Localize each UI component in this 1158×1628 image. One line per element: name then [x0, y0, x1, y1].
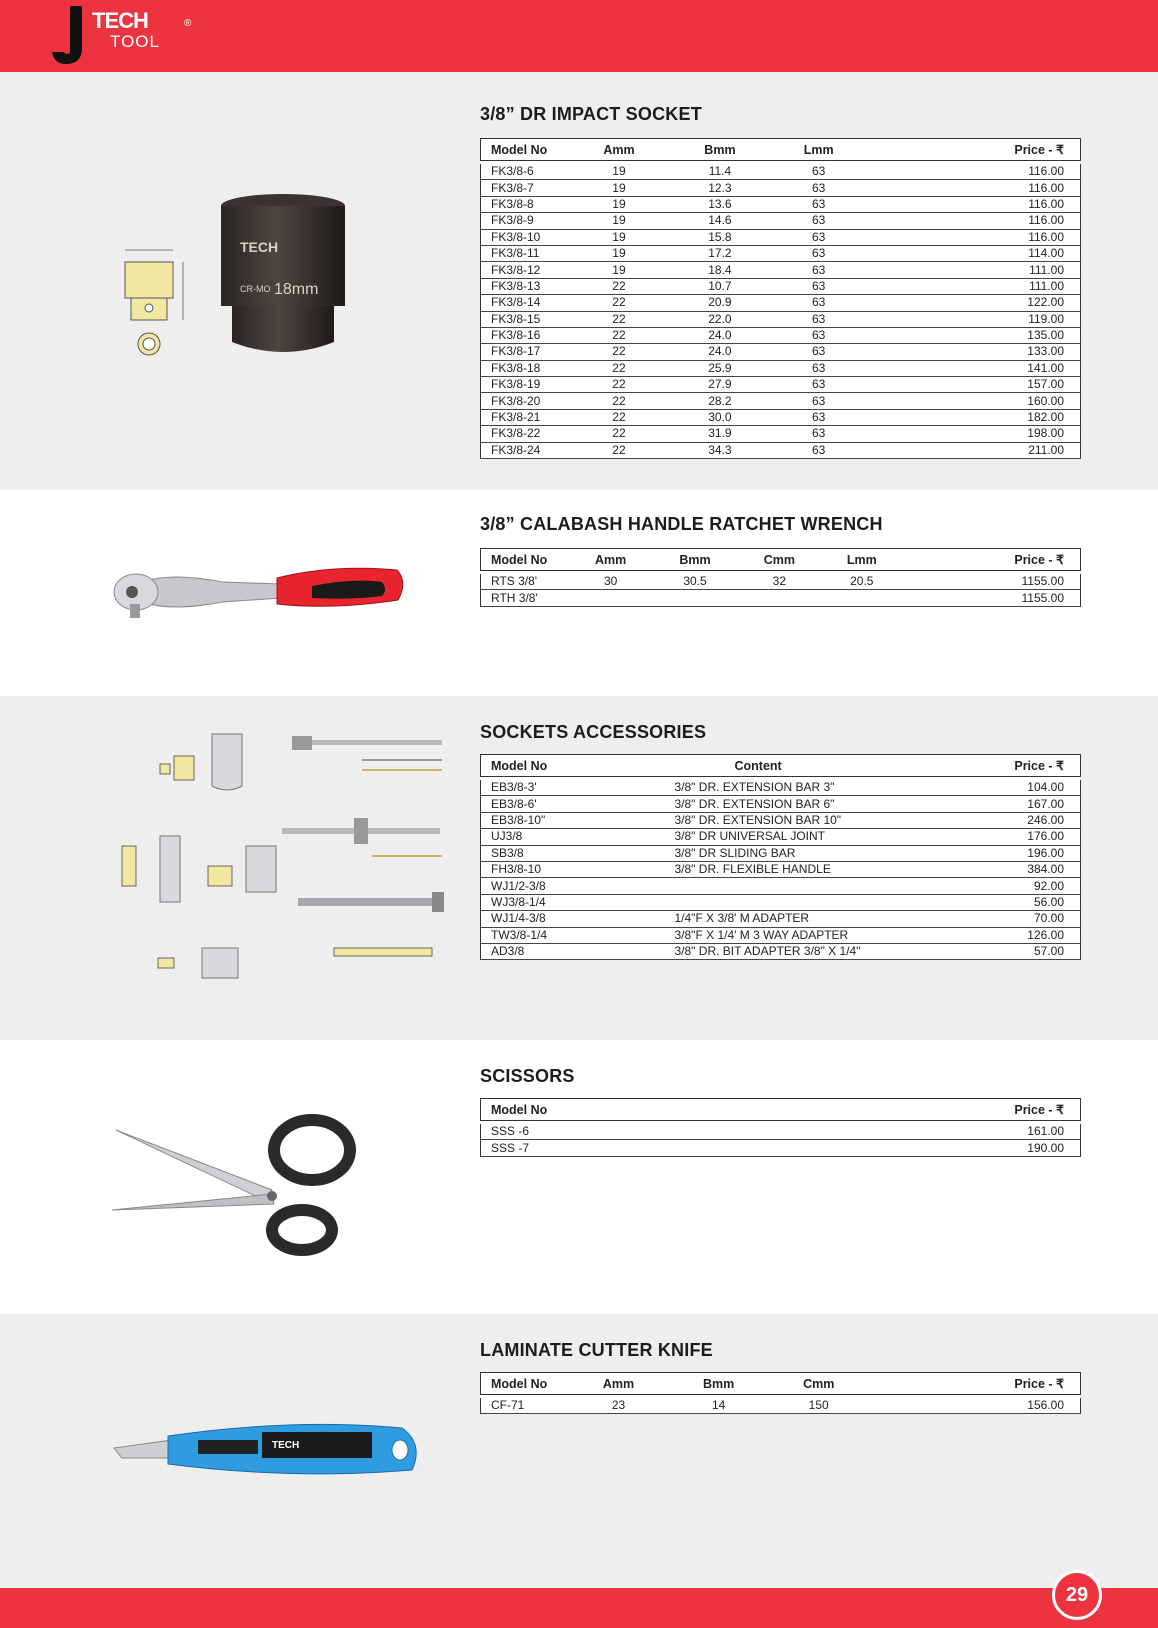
col-header: Model No — [481, 1099, 782, 1121]
table-cell: 22 — [569, 442, 670, 458]
table-cell: 19 — [569, 164, 670, 180]
table-cell: 14.6 — [669, 213, 770, 229]
table-row — [481, 796, 1081, 812]
table-cell: 20.9 — [669, 295, 770, 311]
table-row — [481, 426, 1081, 442]
table-cell: 3/8" DR SLIDING BAR — [675, 845, 974, 861]
col-header: Bmm — [669, 139, 770, 161]
table-cell: 20.5 — [821, 574, 902, 590]
ratchet-table — [480, 548, 1081, 607]
table-cell: 19 — [569, 213, 670, 229]
table-cell: 196.00 — [974, 845, 1081, 861]
table-cell: 63 — [770, 295, 866, 311]
table-body — [481, 571, 1081, 607]
table-cell: 63 — [770, 311, 866, 327]
col-header: Content — [675, 755, 974, 777]
table-cell: 19 — [569, 262, 670, 278]
table-cell: 63 — [770, 164, 866, 180]
table-cell: 114.00 — [867, 245, 1081, 261]
table-cell: 18.4 — [669, 262, 770, 278]
table-cell: 70.00 — [974, 911, 1081, 927]
table-cell: FK3/8-10 — [481, 229, 569, 245]
knife-brand-text: TECH — [272, 1440, 300, 1451]
table-cell: FK3/8-22 — [481, 426, 569, 442]
accessories-image — [112, 726, 457, 986]
table-row — [481, 1398, 1081, 1414]
table-cell: FK3/8-15 — [481, 311, 569, 327]
table-cell: 19 — [569, 245, 670, 261]
table-row — [481, 245, 1081, 261]
table-cell: FK3/8-9 — [481, 213, 569, 229]
table-cell: WJ1/4-3/8 — [481, 911, 675, 927]
table-cell: 30.0 — [669, 409, 770, 425]
table-row — [481, 393, 1081, 409]
table-cell: 161.00 — [782, 1124, 1081, 1140]
table-cell: FK3/8-13 — [481, 278, 569, 294]
table-cell: 1155.00 — [902, 590, 1080, 606]
table-cell: 34.3 — [669, 442, 770, 458]
col-header: Price - ₹ — [902, 549, 1080, 571]
table-row — [481, 590, 1081, 606]
col-header: Price - ₹ — [869, 1373, 1081, 1395]
table-cell: CF-71 — [481, 1398, 569, 1414]
table-cell: 22 — [569, 295, 670, 311]
table-cell: 211.00 — [867, 442, 1081, 458]
col-header: Bmm — [669, 1373, 769, 1395]
table-cell: 22 — [569, 409, 670, 425]
table-cell: 63 — [770, 245, 866, 261]
table-cell: 63 — [770, 393, 866, 409]
section-scissors — [0, 1040, 1158, 1314]
table-cell: AD3/8 — [481, 943, 675, 959]
brand-logo — [52, 6, 212, 66]
table-row — [481, 911, 1081, 927]
table-cell: 19 — [569, 229, 670, 245]
table-cell: 22 — [569, 377, 670, 393]
table-cell: TW3/8-1/4 — [481, 927, 675, 943]
table-cell: 14 — [669, 1398, 769, 1414]
table-cell: 24.0 — [669, 344, 770, 360]
table-row — [481, 878, 1081, 894]
table-cell: FK3/8-8 — [481, 196, 569, 212]
header-bar — [0, 0, 1158, 72]
col-header: Amm — [569, 1373, 669, 1395]
table-cell: 30 — [569, 574, 653, 590]
table-cell: 63 — [770, 213, 866, 229]
table-cell: WJ1/2-3/8 — [481, 878, 675, 894]
table-cell: FK3/8-18 — [481, 360, 569, 376]
table-cell: 167.00 — [974, 796, 1081, 812]
table-cell: 63 — [770, 426, 866, 442]
table-row — [481, 861, 1081, 877]
table-cell: 3/8" DR. FLEXIBLE HANDLE — [675, 861, 974, 877]
table-cell: FK3/8-17 — [481, 344, 569, 360]
col-header: Lmm — [770, 139, 866, 161]
table-row — [481, 278, 1081, 294]
section-impact-socket — [0, 72, 1158, 490]
table-cell: 63 — [770, 180, 866, 196]
table-cell: SB3/8 — [481, 845, 675, 861]
socket-size-text: 18mm — [274, 281, 319, 298]
table-row — [481, 311, 1081, 327]
table-cell: 1/4"F X 3/8' M ADAPTER — [675, 911, 974, 927]
socket-brand-text: TECH — [240, 239, 279, 255]
table-body — [481, 777, 1081, 960]
table-cell: 28.2 — [669, 393, 770, 409]
cutter-table — [480, 1372, 1081, 1414]
table-cell: EB3/8-6' — [481, 796, 675, 812]
table-cell: 31.9 — [669, 426, 770, 442]
table-cell: 135.00 — [867, 327, 1081, 343]
table-body — [481, 1121, 1081, 1157]
table-cell: FK3/8-20 — [481, 393, 569, 409]
table-row — [481, 812, 1081, 828]
table-cell — [821, 590, 902, 606]
table-cell: WJ3/8-1/4 — [481, 894, 675, 910]
table-cell: 27.9 — [669, 377, 770, 393]
table-cell: FK3/8-21 — [481, 409, 569, 425]
table-cell: 119.00 — [867, 311, 1081, 327]
table-cell: 15.8 — [669, 229, 770, 245]
table-cell: FK3/8-24 — [481, 442, 569, 458]
section-laminate-cutter — [0, 1314, 1158, 1588]
table-cell: 3/8" DR. EXTENSION BAR 10" — [675, 812, 974, 828]
table-row — [481, 360, 1081, 376]
table-cell: 3/8" DR. EXTENSION BAR 6" — [675, 796, 974, 812]
table-cell: FK3/8-11 — [481, 245, 569, 261]
table-cell: 104.00 — [974, 780, 1081, 796]
table-cell: 141.00 — [867, 360, 1081, 376]
table-cell: 22 — [569, 311, 670, 327]
logo-tech-text: TECH — [92, 8, 148, 33]
col-header: Model No — [481, 755, 675, 777]
table-cell: FK3/8-19 — [481, 377, 569, 393]
col-header: Price - ₹ — [867, 139, 1081, 161]
table-row — [481, 344, 1081, 360]
table-row — [481, 845, 1081, 861]
table-cell: 12.3 — [669, 180, 770, 196]
table-cell: 126.00 — [974, 927, 1081, 943]
section-title: 3/8” DR IMPACT SOCKET — [480, 104, 702, 124]
table-cell: 111.00 — [867, 278, 1081, 294]
table-cell: 1155.00 — [902, 574, 1080, 590]
page-number-badge: 29 — [1052, 1570, 1102, 1620]
table-cell: FK3/8-7 — [481, 180, 569, 196]
col-header: Model No — [481, 139, 569, 161]
table-row — [481, 327, 1081, 343]
table-cell: 133.00 — [867, 344, 1081, 360]
table-cell: 92.00 — [974, 878, 1081, 894]
table-row — [481, 196, 1081, 212]
table-cell: 22 — [569, 360, 670, 376]
table-cell: 63 — [770, 327, 866, 343]
table-row — [481, 442, 1081, 458]
table-cell: 190.00 — [782, 1140, 1081, 1156]
table-cell: 150 — [769, 1398, 869, 1414]
table-row — [481, 829, 1081, 845]
table-cell: 24.0 — [669, 327, 770, 343]
table-cell: 122.00 — [867, 295, 1081, 311]
col-header: Cmm — [737, 549, 821, 571]
table-cell: 116.00 — [867, 229, 1081, 245]
table-cell: 22 — [569, 344, 670, 360]
table-row — [481, 1140, 1081, 1156]
table-cell: 63 — [770, 196, 866, 212]
table-row — [481, 409, 1081, 425]
col-header: Amm — [569, 549, 653, 571]
table-cell: 160.00 — [867, 393, 1081, 409]
table-cell: 22 — [569, 393, 670, 409]
table-cell: 182.00 — [867, 409, 1081, 425]
table-cell — [737, 590, 821, 606]
logo-registered-mark: ® — [184, 18, 192, 29]
table-cell: 198.00 — [867, 426, 1081, 442]
table-row — [481, 164, 1081, 180]
table-cell: 116.00 — [867, 164, 1081, 180]
table-cell: 3/8" DR. BIT ADAPTER 3/8" X 1/4" — [675, 943, 974, 959]
section-title: SOCKETS ACCESSORIES — [480, 722, 707, 742]
table-cell: 25.9 — [669, 360, 770, 376]
col-header: Cmm — [769, 1373, 869, 1395]
table-cell: 22 — [569, 278, 670, 294]
table-cell: 56.00 — [974, 894, 1081, 910]
table-cell: 22 — [569, 327, 670, 343]
table-body — [481, 1395, 1081, 1414]
table-cell: 63 — [770, 442, 866, 458]
impact-socket-image — [218, 192, 348, 362]
table-cell: SSS -6 — [481, 1124, 782, 1140]
laminate-cutter-image — [112, 1414, 432, 1494]
table-cell: 32 — [737, 574, 821, 590]
table-row — [481, 262, 1081, 278]
table-cell: 3/8" DR UNIVERSAL JOINT — [675, 829, 974, 845]
table-row — [481, 377, 1081, 393]
col-header: Model No — [481, 1373, 569, 1395]
table-cell — [653, 590, 737, 606]
impact-socket-table — [480, 138, 1081, 459]
table-cell: UJ3/8 — [481, 829, 675, 845]
ratchet-wrench-image — [112, 542, 412, 632]
table-cell: 63 — [770, 262, 866, 278]
table-cell: 10.7 — [669, 278, 770, 294]
table-row — [481, 213, 1081, 229]
scissors-table — [480, 1098, 1081, 1157]
table-cell: EB3/8-3' — [481, 780, 675, 796]
table-cell: 156.00 — [869, 1398, 1081, 1414]
table-cell — [675, 878, 974, 894]
table-cell: 22 — [569, 426, 670, 442]
table-cell: 63 — [770, 409, 866, 425]
table-cell: 63 — [770, 360, 866, 376]
table-cell: FK3/8-12 — [481, 262, 569, 278]
table-cell: 116.00 — [867, 213, 1081, 229]
table-cell: 3/8"F X 1/4' M 3 WAY ADAPTER — [675, 927, 974, 943]
socket-dimension-diagram — [115, 242, 195, 372]
table-cell: FK3/8-16 — [481, 327, 569, 343]
table-row — [481, 1124, 1081, 1140]
section-title: 3/8” CALABASH HANDLE RATCHET WRENCH — [480, 514, 883, 534]
table-cell: FK3/8-6 — [481, 164, 569, 180]
table-cell: EB3/8-10" — [481, 812, 675, 828]
section-title: SCISSORS — [480, 1066, 575, 1086]
table-row — [481, 229, 1081, 245]
table-cell: 157.00 — [867, 377, 1081, 393]
logo-j-icon — [52, 6, 88, 64]
table-cell: 19 — [569, 180, 670, 196]
scissors-image — [112, 1100, 372, 1260]
accessories-table — [480, 754, 1081, 960]
table-cell: 30.5 — [653, 574, 737, 590]
table-cell: 11.4 — [669, 164, 770, 180]
col-header: Model No — [481, 549, 569, 571]
table-cell: RTS 3/8' — [481, 574, 569, 590]
table-cell: RTH 3/8' — [481, 590, 569, 606]
table-cell: 116.00 — [867, 180, 1081, 196]
table-cell: 17.2 — [669, 245, 770, 261]
table-row — [481, 295, 1081, 311]
table-row — [481, 180, 1081, 196]
table-cell: 63 — [770, 344, 866, 360]
table-cell: 23 — [569, 1398, 669, 1414]
table-row — [481, 780, 1081, 796]
table-cell: 63 — [770, 229, 866, 245]
footer-bar — [0, 1588, 1158, 1628]
section-title: LAMINATE CUTTER KNIFE — [480, 1340, 713, 1360]
table-cell: 13.6 — [669, 196, 770, 212]
table-cell: 176.00 — [974, 829, 1081, 845]
table-cell — [569, 590, 653, 606]
socket-crmo-text: CR-MO — [240, 284, 271, 294]
table-cell: 57.00 — [974, 943, 1081, 959]
col-header: Price - ₹ — [974, 755, 1081, 777]
table-row — [481, 894, 1081, 910]
table-cell: 3/8" DR. EXTENSION BAR 3" — [675, 780, 974, 796]
table-cell — [675, 894, 974, 910]
table-row — [481, 574, 1081, 590]
table-cell: 384.00 — [974, 861, 1081, 877]
table-cell: 63 — [770, 278, 866, 294]
col-header: Lmm — [821, 549, 902, 571]
section-ratchet — [0, 490, 1158, 696]
table-row — [481, 943, 1081, 959]
table-row — [481, 927, 1081, 943]
col-header: Bmm — [653, 549, 737, 571]
table-cell: 116.00 — [867, 196, 1081, 212]
table-cell: 19 — [569, 196, 670, 212]
table-cell: SSS -7 — [481, 1140, 782, 1156]
col-header: Price - ₹ — [782, 1099, 1081, 1121]
logo-tool-text: TOOL — [110, 32, 160, 51]
table-body — [481, 161, 1081, 459]
section-sockets-accessories — [0, 696, 1158, 1040]
table-cell: FH3/8-10 — [481, 861, 675, 877]
table-cell: 63 — [770, 377, 866, 393]
table-cell: 246.00 — [974, 812, 1081, 828]
table-cell: 111.00 — [867, 262, 1081, 278]
col-header: Amm — [569, 139, 670, 161]
table-cell: 22.0 — [669, 311, 770, 327]
table-cell: FK3/8-14 — [481, 295, 569, 311]
